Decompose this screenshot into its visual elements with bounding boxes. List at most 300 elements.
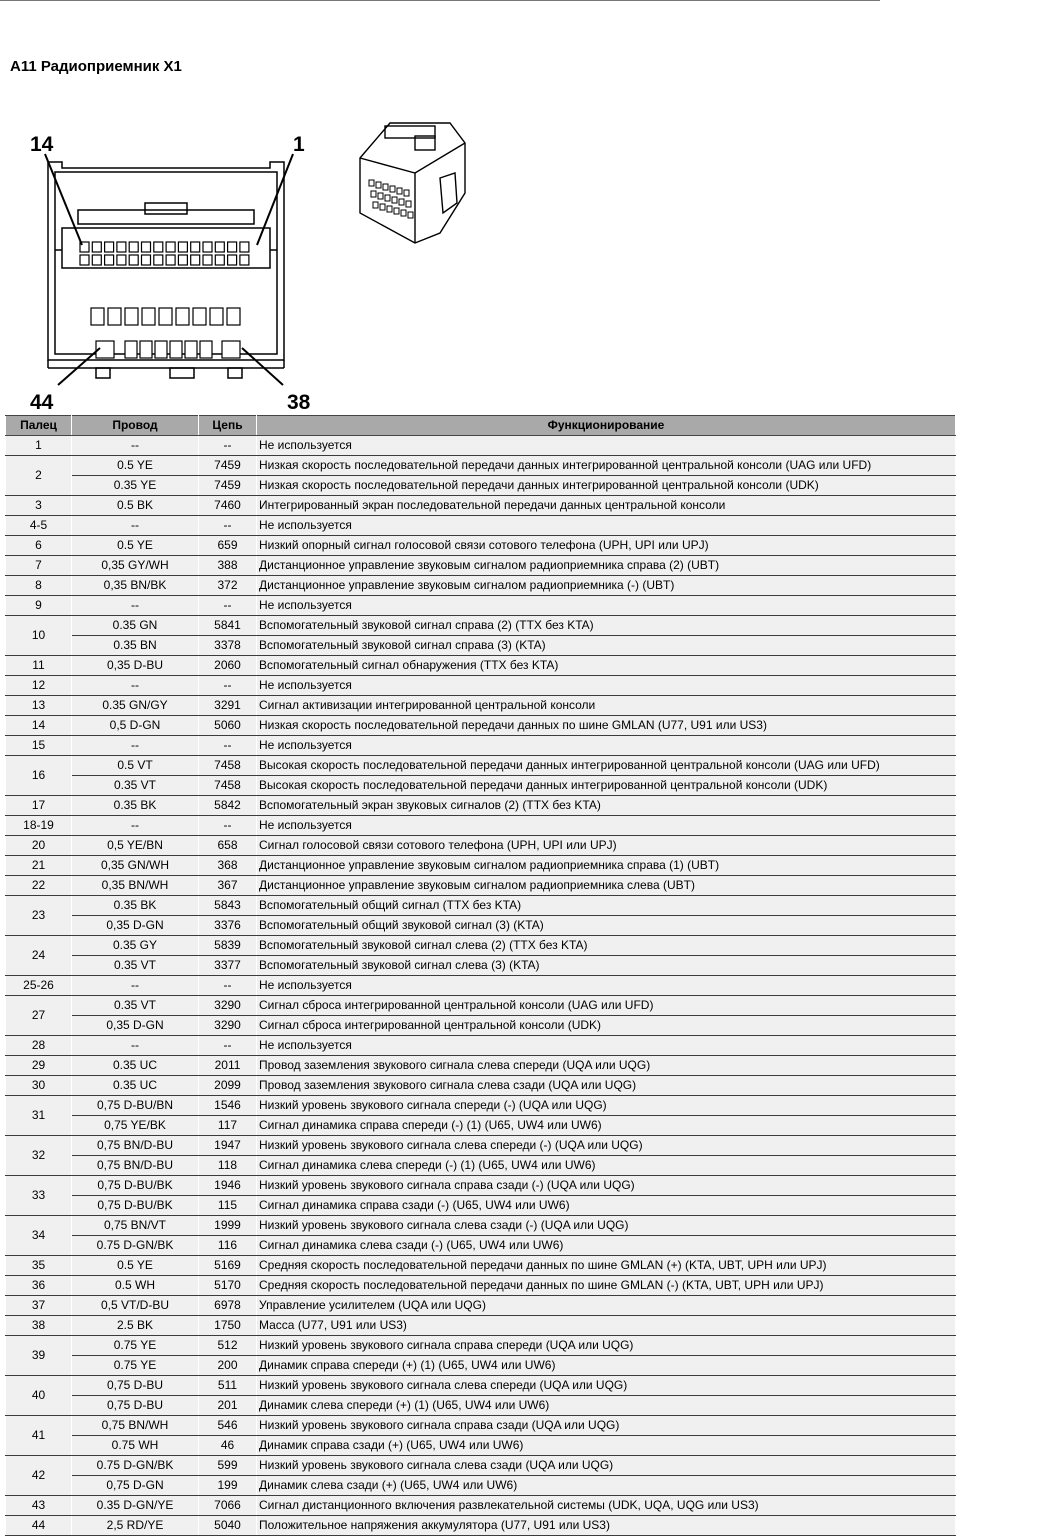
circuit-cell: 3290 xyxy=(199,1016,257,1036)
header-wire: Провод xyxy=(72,416,199,436)
circuit-cell: 7459 xyxy=(199,476,257,496)
table-row xyxy=(6,496,956,516)
pin-cell: 38 xyxy=(6,1316,72,1336)
pin-cell: 21 xyxy=(6,856,72,876)
table-row xyxy=(6,816,956,836)
circuit-cell: 3377 xyxy=(199,956,257,976)
wire-cell: 0,5 YE/BN xyxy=(72,836,199,856)
circuit-cell: -- xyxy=(199,436,257,456)
table-header-row xyxy=(6,416,956,436)
pin-cavity xyxy=(383,184,388,190)
pin-cell: 44 xyxy=(6,1516,72,1536)
circuit-cell: -- xyxy=(199,976,257,996)
wire-cell: 0,75 BN/VT xyxy=(72,1216,199,1236)
circuit-cell: 546 xyxy=(199,1416,257,1436)
pin-cell: 8 xyxy=(6,576,72,596)
wire-cell: 0,35 D-BU xyxy=(72,656,199,676)
pin-cell: 2 xyxy=(6,456,72,496)
connector-face-drawing xyxy=(0,110,320,415)
function-cell: Вспомогательный сигнал обнаружения (TTX без KTA) xyxy=(257,656,956,676)
table-row xyxy=(6,616,956,636)
table-row xyxy=(6,1456,956,1476)
pin-cell: 15 xyxy=(6,736,72,756)
function-cell: Не используется xyxy=(257,1036,956,1056)
function-cell: Высокая скорость последовательной передачи данных интегрированной центральной консоли (UAG или UFD) xyxy=(257,756,956,776)
circuit-cell: 7458 xyxy=(199,776,257,796)
function-cell: Низкий уровень звукового сигнала спереди (-) (UQA или UQG) xyxy=(257,1096,956,1116)
pin-cavity xyxy=(397,188,402,194)
wire-cell: 0,35 D-GN xyxy=(72,916,199,936)
circuit-cell: 5841 xyxy=(199,616,257,636)
pin-cell: 22 xyxy=(6,876,72,896)
circuit-cell: 3378 xyxy=(199,636,257,656)
wire-cell: 0.5 BK xyxy=(72,496,199,516)
header-function: Функционирование xyxy=(257,416,956,436)
circuit-cell: 7458 xyxy=(199,756,257,776)
circuit-cell: 1947 xyxy=(199,1136,257,1156)
circuit-cell: 3376 xyxy=(199,916,257,936)
wire-cell: 0,5 D-GN xyxy=(72,716,199,736)
wire-cell: 0.5 YE xyxy=(72,536,199,556)
table-row xyxy=(6,1396,956,1416)
pin-cavity xyxy=(176,308,189,325)
table-row xyxy=(6,456,956,476)
circuit-cell: 5170 xyxy=(199,1276,257,1296)
table-row xyxy=(6,476,956,496)
pin-cell: 11 xyxy=(6,656,72,676)
function-cell: Дистанционное управление звуковым сигналом радиоприемника слева (UBT) xyxy=(257,876,956,896)
wire-cell: 0.35 D-GN/YE xyxy=(72,1496,199,1516)
table-row xyxy=(6,776,956,796)
table-row xyxy=(6,1276,956,1296)
wire-cell: 0.35 VT xyxy=(72,996,199,1016)
function-cell: Низкая скорость последовательной передачи данных интегрированной центральной консоли (UAG или UFD) xyxy=(257,456,956,476)
pin-cell: 28 xyxy=(6,1036,72,1056)
pin-cell: 20 xyxy=(6,836,72,856)
table-row xyxy=(6,1096,956,1116)
circuit-cell: 117 xyxy=(199,1116,257,1136)
pin-cavity xyxy=(399,199,404,205)
pin-cell: 35 xyxy=(6,1256,72,1276)
pin-cavity xyxy=(404,190,409,196)
pin-cavity xyxy=(142,242,151,252)
pin-cavity xyxy=(215,242,224,252)
pin-cavity xyxy=(401,210,406,216)
pin-label-top-left: 14 xyxy=(30,133,54,156)
circuit-cell: -- xyxy=(199,736,257,756)
pin-cell: 29 xyxy=(6,1056,72,1076)
wire-cell: -- xyxy=(72,1036,199,1056)
pin-cell: 43 xyxy=(6,1496,72,1516)
pin-cavity xyxy=(129,242,138,252)
wire-cell: 0.5 YE xyxy=(72,1256,199,1276)
pin-cell: 24 xyxy=(6,936,72,976)
table-row xyxy=(6,1116,956,1136)
pin-cavity xyxy=(105,242,114,252)
table-row xyxy=(6,656,956,676)
table-row xyxy=(6,1056,956,1076)
function-cell: Низкий уровень звукового сигнала слева сзади (-) (UQA или UQG) xyxy=(257,1216,956,1236)
wire-cell: 0,5 VT/D-BU xyxy=(72,1296,199,1316)
circuit-cell: -- xyxy=(199,596,257,616)
circuit-cell: -- xyxy=(199,676,257,696)
table-row xyxy=(6,836,956,856)
pin-cell: 25-26 xyxy=(6,976,72,996)
table-row xyxy=(6,1036,956,1056)
pin-cavity xyxy=(222,341,240,358)
circuit-cell: 368 xyxy=(199,856,257,876)
wire-cell: 0.75 YE xyxy=(72,1356,199,1376)
pin-cell: 34 xyxy=(6,1216,72,1256)
table-row xyxy=(6,1336,956,1356)
pin-cell: 42 xyxy=(6,1456,72,1496)
pin-cell: 16 xyxy=(6,756,72,796)
wire-cell: 0.35 VT xyxy=(72,956,199,976)
function-cell: Не используется xyxy=(257,676,956,696)
pin-cell: 40 xyxy=(6,1376,72,1416)
pin-cavity xyxy=(408,212,413,218)
wire-cell: 0.75 YE xyxy=(72,1336,199,1356)
circuit-cell: 599 xyxy=(199,1456,257,1476)
function-cell: Дистанционное управление звуковым сигналом радиоприемника справа (2) (UBT) xyxy=(257,556,956,576)
pin-cell: 41 xyxy=(6,1416,72,1456)
pin-cell: 10 xyxy=(6,616,72,656)
function-cell: Сигнал активизации интегрированной центральной консоли xyxy=(257,696,956,716)
wire-cell: 0.75 D-GN/BK xyxy=(72,1236,199,1256)
pin-cell: 37 xyxy=(6,1296,72,1316)
page-title: A11 Радиоприемник X1 xyxy=(10,58,182,75)
pin-cell: 32 xyxy=(6,1136,72,1176)
wire-cell: 0,75 D-BU/BK xyxy=(72,1176,199,1196)
pinout-table xyxy=(5,415,956,1536)
wire-cell: -- xyxy=(72,736,199,756)
function-cell: Интегрированный экран последовательной передачи данных центральной консоли xyxy=(257,496,956,516)
pin-cavity xyxy=(203,255,212,265)
function-cell: Масса (U77, U91 или US3) xyxy=(257,1316,956,1336)
pin-cell: 36 xyxy=(6,1276,72,1296)
pin-cavity xyxy=(227,308,240,325)
circuit-cell: -- xyxy=(199,516,257,536)
table-row xyxy=(6,956,956,976)
circuit-cell: 2099 xyxy=(199,1076,257,1096)
circuit-cell: -- xyxy=(199,1036,257,1056)
pin-cavity xyxy=(240,255,249,265)
wire-cell: 0,75 D-GN xyxy=(72,1476,199,1496)
circuit-cell: 116 xyxy=(199,1236,257,1256)
function-cell: Положительное напряжения аккумулятора (U77, U91 или US3) xyxy=(257,1516,956,1536)
table-row xyxy=(6,596,956,616)
function-cell: Сигнал дистанционного включения развлекательной системы (UDK, UQA, UQG или US3) xyxy=(257,1496,956,1516)
table-row xyxy=(6,976,956,996)
circuit-cell: 115 xyxy=(199,1196,257,1216)
function-cell: Динамик справа сзади (+) (U65, UW4 или UW6) xyxy=(257,1436,956,1456)
table-row xyxy=(6,996,956,1016)
pin-cell: 27 xyxy=(6,996,72,1036)
pin-cell: 13 xyxy=(6,696,72,716)
pin-label-bottom-right: 38 xyxy=(287,391,311,414)
pin-cavity xyxy=(385,195,390,201)
pin-cavity xyxy=(91,308,104,325)
function-cell: Сигнал динамика слева спереди (-) (1) (U65, UW4 или UW6) xyxy=(257,1156,956,1176)
table-row xyxy=(6,436,956,456)
wire-cell: 2,5 RD/YE xyxy=(72,1516,199,1536)
table-row xyxy=(6,1176,956,1196)
pin-cavity xyxy=(191,242,200,252)
function-cell: Сигнал динамика справа сзади (-) (U65, UW4 или UW6) xyxy=(257,1196,956,1216)
pin-cavity xyxy=(215,255,224,265)
wire-cell: 0,35 BN/BK xyxy=(72,576,199,596)
function-cell: Сигнал сброса интегрированной центральной консоли (UDK) xyxy=(257,1016,956,1036)
function-cell: Сигнал сброса интегрированной центральной консоли (UAG или UFD) xyxy=(257,996,956,1016)
pin-cavity xyxy=(170,341,182,358)
circuit-cell: 6978 xyxy=(199,1296,257,1316)
circuit-cell: 118 xyxy=(199,1156,257,1176)
pin-cell: 33 xyxy=(6,1176,72,1216)
function-cell: Не используется xyxy=(257,816,956,836)
pin-cavity xyxy=(380,204,385,210)
pin-cavity xyxy=(200,341,212,358)
wire-cell: 0.35 BN xyxy=(72,636,199,656)
wire-cell: 0,75 D-BU/BK xyxy=(72,1196,199,1216)
table-row xyxy=(6,556,956,576)
table-row xyxy=(6,756,956,776)
circuit-cell: 372 xyxy=(199,576,257,596)
circuit-cell: 1946 xyxy=(199,1176,257,1196)
pin-cavity xyxy=(390,186,395,192)
circuit-cell: 512 xyxy=(199,1336,257,1356)
table-row xyxy=(6,1196,956,1216)
circuit-cell: 1750 xyxy=(199,1316,257,1336)
table-row xyxy=(6,1476,956,1496)
circuit-cell: 7066 xyxy=(199,1496,257,1516)
wire-cell: 0.35 YE xyxy=(72,476,199,496)
header-circuit: Цепь xyxy=(199,416,257,436)
pin-cavity xyxy=(80,255,89,265)
wire-cell: -- xyxy=(72,676,199,696)
function-cell: Низкий уровень звукового сигнала слева спереди (UQA или UQG) xyxy=(257,1376,956,1396)
wire-cell: 0,35 GN/WH xyxy=(72,856,199,876)
function-cell: Сигнал динамика слева сзади (-) (U65, UW4 или UW6) xyxy=(257,1236,956,1256)
pin-cavity xyxy=(193,308,206,325)
circuit-cell: 1546 xyxy=(199,1096,257,1116)
function-cell: Не используется xyxy=(257,436,956,456)
function-cell: Низкая скорость последовательной передачи данных по шине GMLAN (U77, U91 или US3) xyxy=(257,716,956,736)
table-row xyxy=(6,1496,956,1516)
table-row xyxy=(6,1356,956,1376)
function-cell: Вспомогательный общий звуковой сигнал (3) (KTA) xyxy=(257,916,956,936)
pin-cavity xyxy=(369,180,374,186)
pin-cell: 39 xyxy=(6,1336,72,1376)
wire-cell: 0.35 UC xyxy=(72,1076,199,1096)
pin-cavity xyxy=(155,341,167,358)
pin-cell: 3 xyxy=(6,496,72,516)
wire-cell: -- xyxy=(72,516,199,536)
pin-cavity xyxy=(371,191,376,197)
wire-cell: 0.35 BK xyxy=(72,896,199,916)
wire-cell: 0,75 D-BU xyxy=(72,1376,199,1396)
pin-label-bottom-left: 44 xyxy=(30,391,54,414)
wire-cell: 0.35 BK xyxy=(72,796,199,816)
circuit-cell: 5839 xyxy=(199,936,257,956)
function-cell: Дистанционное управление звуковым сигналом радиоприемника справа (1) (UBT) xyxy=(257,856,956,876)
pin-cavity xyxy=(154,255,163,265)
table-row xyxy=(6,536,956,556)
table-row xyxy=(6,1376,956,1396)
pin-cavity xyxy=(228,242,237,252)
function-cell: Динамик справа спереди (+) (1) (U65, UW4 или UW6) xyxy=(257,1356,956,1376)
wire-cell: 0,75 D-BU/BN xyxy=(72,1096,199,1116)
pin-cell: 30 xyxy=(6,1076,72,1096)
table-row xyxy=(6,1296,956,1316)
table-row xyxy=(6,716,956,736)
wire-cell: 0.35 VT xyxy=(72,776,199,796)
wire-cell: 0,75 BN/D-BU xyxy=(72,1156,199,1176)
table-row xyxy=(6,856,956,876)
function-cell: Не используется xyxy=(257,736,956,756)
function-cell: Средняя скорость последовательной передачи данных по шине GMLAN (+) (KTA, UBT, UPH или UPJ) xyxy=(257,1256,956,1276)
pin-cell: 12 xyxy=(6,676,72,696)
circuit-cell: 5040 xyxy=(199,1516,257,1536)
pin-cell: 18-19 xyxy=(6,816,72,836)
function-cell: Вспомогательный звуковой сигнал слева (3) (KTA) xyxy=(257,956,956,976)
table-row xyxy=(6,1236,956,1256)
pin-cavity xyxy=(117,242,126,252)
function-cell: Вспомогательный общий сигнал (TTX без KTA) xyxy=(257,896,956,916)
function-cell: Низкий уровень звукового сигнала справа спереди (UQA или UQG) xyxy=(257,1336,956,1356)
function-cell: Низкий уровень звукового сигнала справа сзади (-) (UQA или UQG) xyxy=(257,1176,956,1196)
circuit-cell: 200 xyxy=(199,1356,257,1376)
pin-cell: 17 xyxy=(6,796,72,816)
pin-cavity xyxy=(378,193,383,199)
pin-cavity xyxy=(92,255,101,265)
function-cell: Динамик слева сзади (+) (U65, UW4 или UW6) xyxy=(257,1476,956,1496)
wire-cell: 0.35 GY xyxy=(72,936,199,956)
pin-cavity xyxy=(240,242,249,252)
pin-cavity xyxy=(178,255,187,265)
pin-cavity xyxy=(125,341,137,358)
pin-cavity xyxy=(154,242,163,252)
table-row xyxy=(6,1416,956,1436)
wire-cell: 0.35 GN/GY xyxy=(72,696,199,716)
table-row xyxy=(6,796,956,816)
wire-cell: 0,35 BN/WH xyxy=(72,876,199,896)
pin-cavity xyxy=(166,255,175,265)
table-row xyxy=(6,876,956,896)
table-row xyxy=(6,1316,956,1336)
function-cell: Сигнал динамика справа спереди (-) (1) (U65, UW4 или UW6) xyxy=(257,1116,956,1136)
pin-cell: 7 xyxy=(6,556,72,576)
function-cell: Вспомогательный экран звуковых сигналов (2) (TTX без KTA) xyxy=(257,796,956,816)
function-cell: Провод заземления звукового сигнала слева спереди (UQA или UQG) xyxy=(257,1056,956,1076)
function-cell: Не используется xyxy=(257,976,956,996)
pin-cavity xyxy=(210,308,223,325)
table-row xyxy=(6,896,956,916)
function-cell: Управление усилителем (UQA или UQG) xyxy=(257,1296,956,1316)
pin-label-top-right: 1 xyxy=(293,133,305,156)
pin-cell: 1 xyxy=(6,436,72,456)
circuit-cell: -- xyxy=(199,816,257,836)
pin-cavity xyxy=(142,308,155,325)
pin-cavity xyxy=(142,255,151,265)
pin-cavity xyxy=(387,206,392,212)
circuit-cell: 659 xyxy=(199,536,257,556)
table-row xyxy=(6,636,956,656)
pin-cavity xyxy=(178,242,187,252)
circuit-cell: 511 xyxy=(199,1376,257,1396)
function-cell: Вспомогательный звуковой сигнал справа (3) (KTA) xyxy=(257,636,956,656)
circuit-cell: 2060 xyxy=(199,656,257,676)
table-row xyxy=(6,736,956,756)
header-pin: Палец xyxy=(6,416,72,436)
pin-cavity xyxy=(228,255,237,265)
pin-cavity xyxy=(117,255,126,265)
circuit-cell: 3290 xyxy=(199,996,257,1016)
pin-cavity xyxy=(140,341,152,358)
wire-cell: -- xyxy=(72,976,199,996)
pin-cell: 23 xyxy=(6,896,72,936)
wire-cell: 0.5 VT xyxy=(72,756,199,776)
wire-cell: 0,75 YE/BK xyxy=(72,1116,199,1136)
function-cell: Вспомогательный звуковой сигнал слева (2) (TTX без KTA) xyxy=(257,936,956,956)
wire-cell: -- xyxy=(72,596,199,616)
table-row xyxy=(6,696,956,716)
pin-cavity xyxy=(105,255,114,265)
pin-cavity xyxy=(185,341,197,358)
table-row xyxy=(6,936,956,956)
circuit-cell: 658 xyxy=(199,836,257,856)
pin-cavity xyxy=(92,242,101,252)
circuit-cell: 2011 xyxy=(199,1056,257,1076)
function-cell: Низкий уровень звукового сигнала справа сзади (UQA или UQG) xyxy=(257,1416,956,1436)
wire-cell: 0.5 YE xyxy=(72,456,199,476)
pin-cavity xyxy=(191,255,200,265)
circuit-cell: 1999 xyxy=(199,1216,257,1236)
table-row xyxy=(6,1136,956,1156)
pin-cell: 6 xyxy=(6,536,72,556)
function-cell: Средняя скорость последовательной передачи данных по шине GMLAN (-) (KTA, UBT, UPH или UPJ) xyxy=(257,1276,956,1296)
pin-cavity xyxy=(376,182,381,188)
circuit-cell: 46 xyxy=(199,1436,257,1456)
function-cell: Не используется xyxy=(257,596,956,616)
wire-cell: 0,75 BN/WH xyxy=(72,1416,199,1436)
wire-cell: 0,75 BN/D-BU xyxy=(72,1136,199,1156)
pin-cell: 9 xyxy=(6,596,72,616)
function-cell: Вспомогательный звуковой сигнал справа (2) (TTX без KTA) xyxy=(257,616,956,636)
circuit-cell: 5060 xyxy=(199,716,257,736)
function-cell: Высокая скорость последовательной передачи данных интегрированной центральной консоли (UDK) xyxy=(257,776,956,796)
function-cell: Низкая скорость последовательной передачи данных интегрированной центральной консоли (UDK) xyxy=(257,476,956,496)
pin-cell: 31 xyxy=(6,1096,72,1136)
table-row xyxy=(6,516,956,536)
circuit-cell: 7460 xyxy=(199,496,257,516)
table-row xyxy=(6,1436,956,1456)
wire-cell: 0.35 GN xyxy=(72,616,199,636)
table-row xyxy=(6,1256,956,1276)
function-cell: Динамик слева спереди (+) (1) (U65, UW4 или UW6) xyxy=(257,1396,956,1416)
pin-cavity xyxy=(125,308,138,325)
pin-cavity xyxy=(394,208,399,214)
wire-cell: 0.75 D-GN/BK xyxy=(72,1456,199,1476)
connector-3d-drawing xyxy=(355,118,475,248)
wire-cell: 0.5 WH xyxy=(72,1276,199,1296)
function-cell: Низкий опорный сигнал голосовой связи сотового телефона (UPH, UPI или UPJ) xyxy=(257,536,956,556)
table-row xyxy=(6,1516,956,1536)
function-cell: Низкий уровень звукового сигнала слева сзади (UQA или UQG) xyxy=(257,1456,956,1476)
circuit-cell: 367 xyxy=(199,876,257,896)
table-row xyxy=(6,676,956,696)
pin-cavity xyxy=(166,242,175,252)
table-row xyxy=(6,916,956,936)
